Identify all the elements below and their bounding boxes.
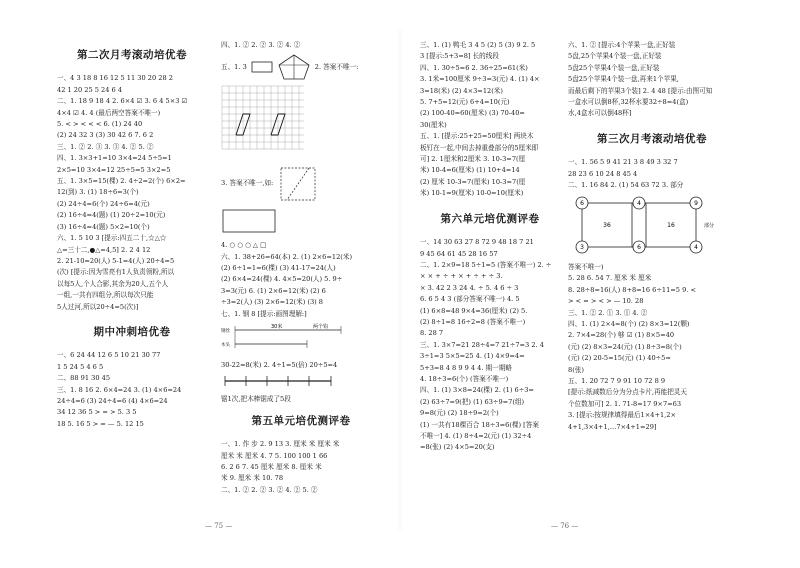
answer-line: 2. 答案不唯一: (314, 62, 359, 71)
answer-line: 三、1. (1) 鸭毛 3 4 5 (2) 5 (3) 9 2. 5 (420, 41, 536, 49)
answer-line: 六、1. 5 10 3 [提示:四五二十,☆△☆ (57, 234, 167, 243)
answer-line: 3. [提示:按规律填得最后1×4+1,2× (568, 411, 676, 420)
answer-line: 五、1. 3 (221, 62, 247, 71)
answer-line: (2) 16÷4=4(题) (1) 20÷2=10(元) (57, 211, 166, 220)
pentagon-shape (277, 53, 311, 81)
answer-line: 5盘25个苹果4个装一盘,再来1个苹果, (568, 75, 679, 84)
answer-line: 二、1. 18 9 18 4 2. 6×4 ☑ 3. 6 4 5×3 ☑ (57, 97, 188, 106)
answer-line: 三、1. ② 2. ③ 3. ③ 4. ② 5. ② (57, 142, 154, 151)
answer-line: 七、1. 钢 8 [提示:画图理解:] (221, 309, 307, 318)
answer-line: 二、88 91 30 45 (57, 374, 111, 383)
answer-line: 水,4盒水可以倒48杯] (568, 109, 632, 118)
answer-line: (1) 6×8=48 9×4=36(厘米) (2) 5. (420, 306, 528, 315)
answer-block (57, 73, 207, 313)
answer-line: (2) 6÷1=1=6(棵) (3) 41-17=24(人) (221, 264, 336, 273)
answer-line: 可] 2. 1厘米和2厘米 3. 10-3=7(厘 (420, 155, 526, 164)
pentagon-figure-row (221, 53, 381, 81)
answer-line: 一盒水可以倒8杯,32杯水要32÷8=4(盒) (568, 98, 689, 107)
answer-line: 3÷1=3 5×5=25 4. (1) 4×9=4= (420, 352, 525, 361)
answer-line: (元) (2) 20-5=15(元) (1) 40÷5= (568, 354, 671, 363)
answer-line: 以每5人,个人合影,其余为20人,五个人 (57, 279, 169, 288)
answer-line: 米) 10-1=9(厘米) 10-0=10(厘米) (420, 189, 524, 198)
section-title-unit-six: 第六单元培优测评卷 (440, 212, 540, 225)
answer-line: 30-22=8(米) 2. 4÷1=5(倍) 20÷5=4 (221, 361, 338, 370)
answer-line: 5盘25个苹果4个装一盘,正好装 (568, 63, 660, 72)
answer-line: 6. 2 6 7. 45 厘米 厘米 8. 厘米 米 (221, 462, 322, 471)
answer-line: 五、1. 20 72 7 9 91 10 72 8 9 (568, 376, 666, 385)
answer-line: 3. 1米=100厘米 9÷3=3(元) 4. (1) 4× (420, 75, 540, 84)
answer-line: 一组,一共有四组分,所以每次只能 (57, 291, 154, 300)
answer-line: 六、1. ② [提示:4个苹果一盘,正好装 (568, 41, 676, 49)
section-title-second-monthly: 第二次月考滚动培优卷 (77, 49, 187, 61)
circle-value: 3 (580, 244, 584, 252)
diagram-label: 部分 (704, 223, 715, 230)
page-number: — 75 — (205, 522, 233, 530)
answer-line: 3 [提示:5+3=8] 长的线段 (420, 52, 499, 61)
center-value: 16 (667, 222, 675, 230)
answer-line: 一、6 24 44 12 6 5 10 21 30 77 (57, 351, 161, 360)
answer-line: 5+3=8 4 8 9 9 4 4. 期一期略 (420, 363, 512, 372)
answer-line: 5. 7+5=12(元) 6+4=10(元) (420, 98, 510, 107)
answer-line: (2) 厘米 10-3=7(厘米) 10-3=7(厘 (420, 177, 526, 186)
answer-line: 42 1 20 25 5 24 6 4 (57, 85, 123, 94)
right-column-1 (420, 40, 560, 454)
rectangle-figure (221, 208, 277, 234)
answer-block (420, 237, 560, 454)
answer-line: 个位数加可] 2. 1. 71-8=17 9×7=63 (568, 399, 682, 408)
answer-line: 4. ○ ○ ○ △ □ (221, 241, 267, 250)
answer-line: 一、1. 作 步 2. 9 13 3. 厘米 米 厘米 米 (221, 440, 340, 449)
answer-line: 五、1. [提示:25+25=50厘米] 两块木 (420, 132, 534, 141)
answer-line: 9=8(元) (2) 18÷9=2(个) (420, 409, 499, 418)
answer-block (221, 439, 381, 496)
answer-line: (2) 6×4=24(棵) 4. 4×5=20(人) 5. 9÷ (221, 275, 343, 284)
answer-line: 4×4 ☑ 4. 4 (最后两空答案不唯一) (57, 108, 161, 117)
diagram-label: 两个钩 (313, 324, 329, 331)
answer-line: 二、1. 16 84 2. (1) 54 63 72 3. 部分 (568, 181, 684, 190)
answer-line: × 3. 42 2 3 24 4. ÷ 5. 4 6 ÷ 3 (420, 283, 519, 292)
answer-line: 2. 7×4=28(个) 够 ☑ (1) 8×5=40 (568, 331, 675, 340)
circle-value: 4 (637, 200, 641, 208)
answer-line: 8. 28 7 (420, 329, 444, 338)
answer-line: 三、1. 3×7=21 28÷4=7 21÷7=3 2. 4 (420, 340, 544, 349)
answer-line: 板钉在一起,中间去掉重叠部分的5厘米即 (420, 143, 539, 152)
answer-line: 锯1次,把木棒锯成了5段 (221, 395, 291, 404)
answer-block (568, 262, 736, 433)
answer-line: 2. 21-10=20(人) 5-1=4(人) 20÷4=5 (57, 256, 175, 265)
answer-block (568, 157, 736, 191)
answer-figure-row (221, 164, 381, 204)
right-column-2 (568, 40, 736, 433)
answer-line: 不唯一] 4. (1) 8÷4=2(元) (1) 32÷4 (420, 432, 532, 440)
answer-line: 5人过河,所以20÷4=5(次)] (57, 302, 139, 311)
answer-line: 四、1. ② 2. ② 3. ② 4. ② (221, 41, 301, 49)
center-value: 36 (603, 222, 611, 230)
answer-line: 四、1. 30÷5=6 2. 36÷25=61(米) (420, 63, 528, 72)
answer-block (420, 40, 560, 200)
answer-line: 12(到) 3. (1) 18÷6=3(个) (57, 188, 139, 197)
left-column-1 (57, 40, 207, 430)
answer-line: (2) 24÷4=6(个) 24÷6=4(元) (57, 199, 150, 208)
diagram-label: 木头 (221, 343, 230, 349)
section-title-unit-five: 第五单元培优测评卷 (251, 414, 351, 427)
answer-line: 三、1. 8 16 2. 6×4=24 3. (1) 4×6=24 (57, 385, 182, 394)
section-title-midterm: 期中冲刺培优卷 (93, 325, 171, 338)
answer-line: 一、1. 56 5 9 41 21 3 8 49 3 32 7 (568, 158, 678, 167)
cut-stick-diagram (221, 374, 341, 388)
answer-line: 1 5 24 5 4 6 5 (57, 362, 104, 371)
answer-line: △=三十二,●△=4,5] 2. 2 4 12 (57, 245, 151, 254)
answer-line: (3) 16÷4=4(题) 5×2=10(个) (57, 222, 150, 231)
answer-line: 5盘,25个苹果4个装一盘,正好装 (568, 52, 662, 61)
answer-line: (元) (2) 8×3=24(元) (1) 8÷3=8(个) (568, 342, 682, 351)
answer-line: 4+1,3×4+1,…7×4+1=29] (568, 422, 657, 431)
answer-line: 5. 28 6. 54 7. 厘米 米 厘米 (568, 274, 652, 283)
dashed-square-shape (279, 166, 319, 202)
answer-line: 8. 28÷8=16(人) 8+8=16 6÷11=5 9. < (568, 285, 697, 294)
answer-block (57, 350, 207, 430)
answer-line: 四、1. 3×3+1=10 3×4=24 5÷5=1 (57, 154, 172, 163)
circle-value: 6 (637, 244, 641, 252)
answer-line: =8(张) (2) 4×5=20(支) (420, 443, 495, 452)
diagram-label: 钢丝 (221, 329, 230, 335)
grid-figure (221, 85, 305, 155)
answer-line: 二、1. ② 2. ② 3. ② 4. ② 5. ② (221, 485, 318, 494)
circle-value: 4 (694, 244, 698, 252)
answer-line: 8(张) (568, 365, 584, 374)
answer-line: 米 9. 厘米 米 10. 78 (221, 474, 284, 483)
steel-wire-diagram (221, 322, 361, 354)
answer-line: 5. < > < < < 6. (1) 24 40 (57, 120, 143, 129)
answer-line: 24÷4=6 (3) 24÷4=6 (4) 4×6=24 (57, 396, 168, 405)
answer-line: 9 45 64 61 45 28 16 57 (420, 249, 498, 258)
diagram-label: 30米 (271, 324, 283, 331)
answer-line: 3=3(元) 6. (1) 2×6=12(米) (2) 6 (221, 286, 326, 295)
answer-line: 四、1. (1) 2×4=8(个) (2) 8×3=12(颗) (568, 319, 690, 328)
answer-line: (2) 24 32 3 (3) 30 42 6 7. 6 2 (57, 131, 154, 140)
answer-line: 而最后剩下的苹果3个装] 2. 4 48 [提示:由图可知 (568, 86, 713, 95)
answer-line: ÷3=2(人) (3) 2×6=12(米) (3) 8 (221, 298, 324, 307)
answer-line: 米) 10-4=6(厘米) (1) 10+4=14 (420, 166, 520, 175)
answer-line: [提示:纸减数后分为分点卡片,再能把灵天 (568, 388, 687, 397)
answer-line: (1) 一共有18棵百合 18÷3=6(棵) [答案 (420, 420, 539, 429)
answer-line: > < = > < > — 10. 28 (568, 297, 644, 306)
answer-block (221, 240, 381, 320)
answer-line: 五、1. 3×5=15(棵) 2. 4÷2=2(个) 6×2= (57, 177, 186, 186)
answer-line: 一、4 3 18 8 16 12 5 11 30 20 28 2 (57, 74, 173, 83)
answer-line: 28 23 6 10 24 8 45 4 (568, 169, 638, 178)
right-page (400, 0, 800, 568)
answer-line: 6. 6 5 4 3 (部分答案不唯一) 4. 5 (420, 295, 520, 304)
answer-line: 厘米 米 厘米 4. 7 5. 100 100 1 66 (221, 451, 328, 460)
answer-line: 一、14 30 63 27 8 72 9 48 18 7 21 (420, 238, 534, 247)
answer-block (568, 40, 736, 120)
answer-line: (2) 8÷1=8 16÷2=8 (答案不唯一) (420, 317, 526, 326)
answer-line: 三、1. ② 2. ① 3. ① 4. ② (568, 308, 648, 317)
answer-line: 3=18(米) (2) 4×3=12(米) (420, 86, 503, 95)
answer-line: (2) 100-40=60(厘米) (3) 70-40= (420, 109, 525, 118)
answer-line: 2×5=10 3×4=12 25÷5=5 3×2=5 (57, 165, 171, 174)
answer-line: 四、1. (1) 3×8=24(棵) 2. (1) 6÷3= (420, 386, 534, 395)
answer-line: 二、1. 2×9=18 5÷1=5 (答案不唯一) 2. ÷ (420, 260, 552, 269)
page-number: — 76 — (551, 522, 579, 530)
answer-line: 3. 答案不唯一,如: (221, 179, 274, 188)
circle-grid-diagram (568, 193, 718, 255)
rectangle-shape (251, 61, 273, 73)
circle-value: 6 (580, 200, 584, 208)
answer-line: 六、1. 38+26=64(本) 2. (1) 2×6=12(米) (221, 252, 353, 261)
answer-line: (2) 63÷7=9(把) (1) 63÷9=7(组) (420, 397, 525, 406)
circle-value: 9 (694, 200, 698, 208)
answer-line: × × + ÷ + × + ÷ + ÷ 3. (420, 272, 503, 281)
section-title-third-monthly: 第三次月考滚动培优卷 (597, 132, 707, 145)
left-column-2 (221, 40, 381, 496)
answer-line: 4. 18÷3=6(个) (答案不唯一) (420, 374, 509, 383)
answer-line: 34 12 36 5 > = > 5. 3 5 (57, 408, 137, 417)
answer-line: 30(厘米) (420, 120, 447, 129)
answer-line: 18 5. 16 5 > = — 5. 12 15 (57, 419, 144, 428)
answer-line: 答案不唯一) (568, 262, 604, 271)
answer-line: (次) [提示:因为雪亮有1人负责领粉,所以 (57, 268, 175, 277)
